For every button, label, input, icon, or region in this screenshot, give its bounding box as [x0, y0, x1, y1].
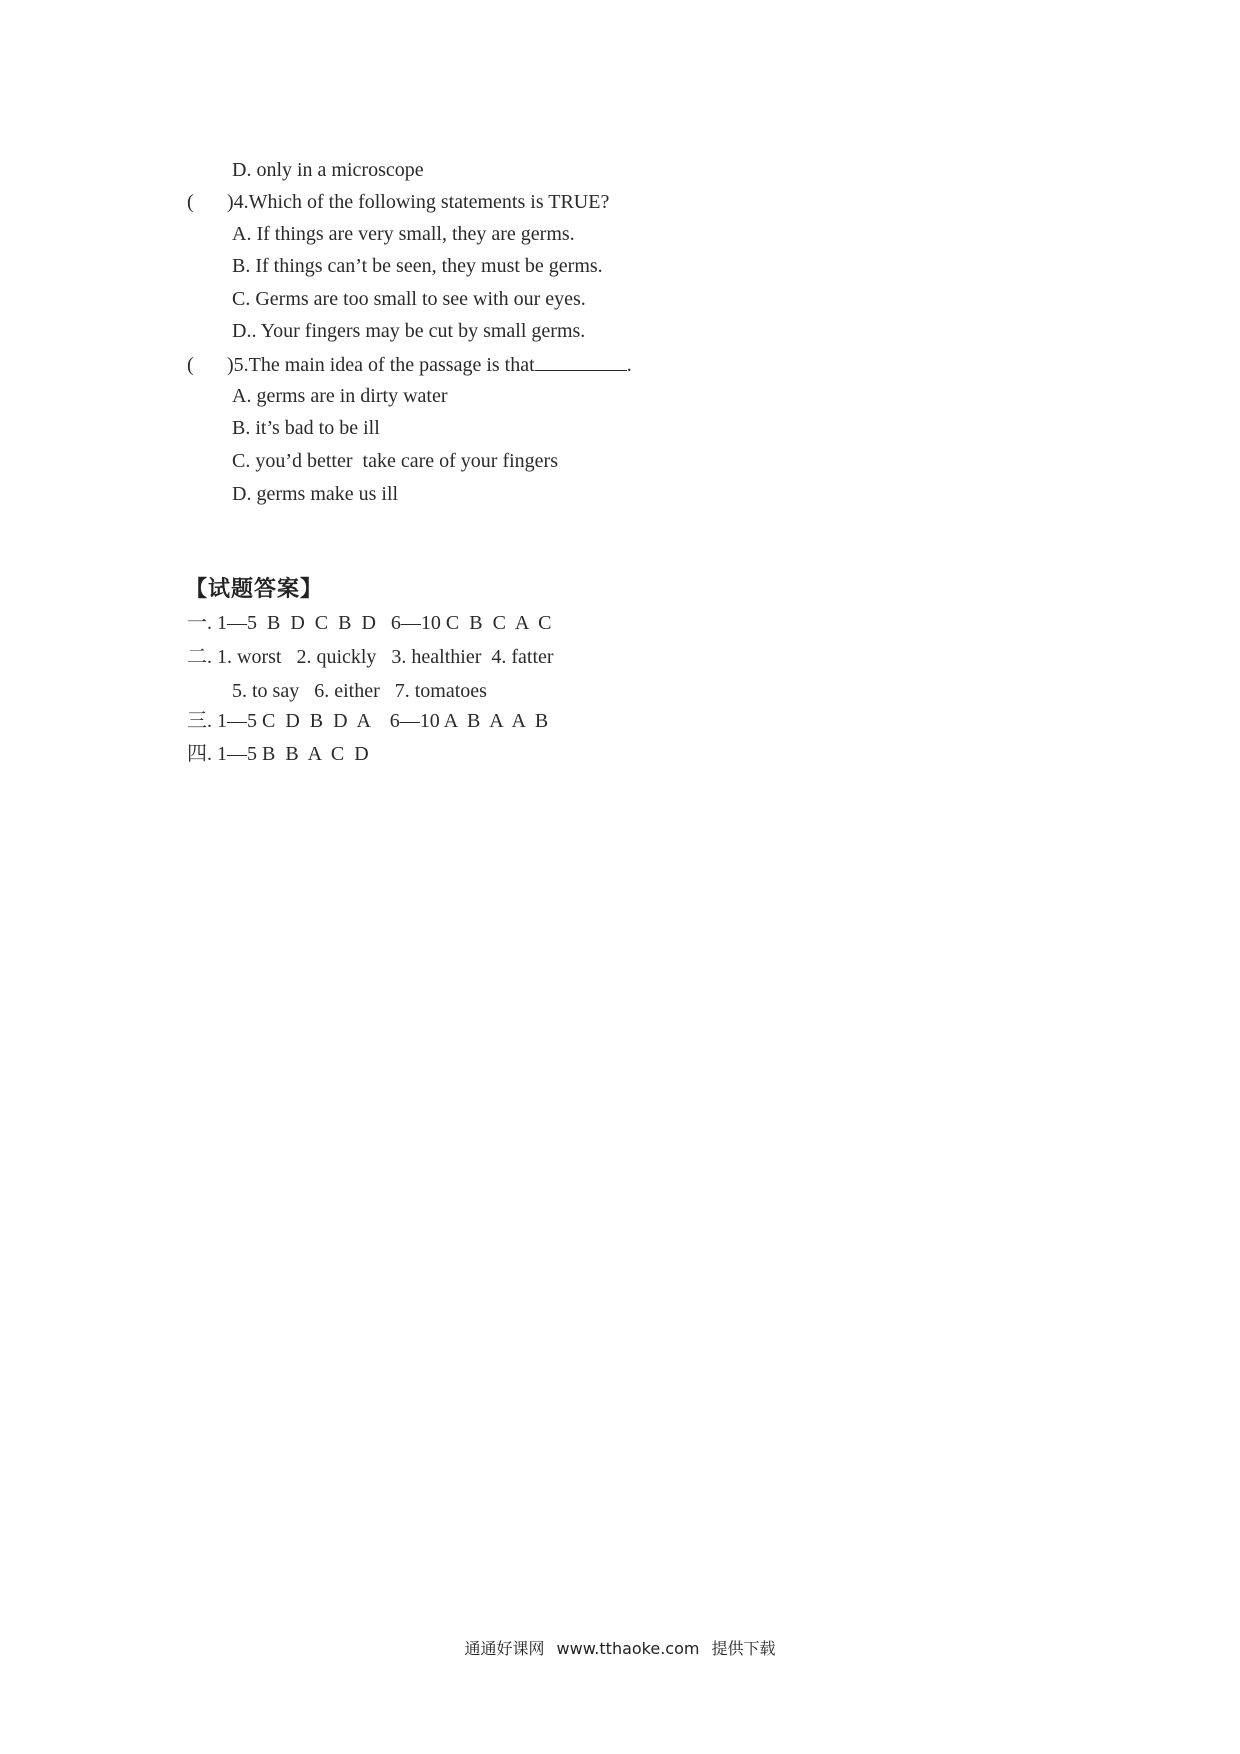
page-footer — [0, 1636, 1240, 1659]
answer-line-2-continued: 5. to say 6. either 7. tomatoes — [232, 680, 487, 702]
q4-option-b: B. If things can’t be seen, they must be germs. — [232, 255, 603, 277]
q5-answer-blank — [535, 352, 627, 371]
q5-option-c: C. you’d better take care of your fingers — [232, 450, 558, 472]
footer-site-name: 通通好课网 — [464, 1639, 545, 1658]
footer-suffix: 提供下载 — [711, 1639, 776, 1658]
q5-answer-paren: ( — [187, 354, 194, 376]
q5-stem-end: . — [626, 354, 632, 376]
answer-key-title: 【试题答案】 — [185, 577, 324, 602]
q5-option-d: D. germs make us ill — [232, 483, 399, 505]
q4-stem-line — [187, 190, 609, 214]
q5-stem: )5.The main idea of the passage is that — [227, 354, 535, 376]
q4-option-c: C. Germs are too small to see with our eyes. — [232, 288, 586, 310]
footer-url: www.tthaoke.com — [556, 1639, 700, 1658]
answer-line-1: 一. 1—5 B D C B D 6—10 C B C A C — [187, 612, 552, 634]
answer-line-2: 二. 1. worst 2. quickly 3. healthier 4. fatter — [187, 646, 554, 668]
q5-stem-line — [187, 352, 632, 377]
q4-option-d: D.. Your fingers may be cut by small germs. — [232, 320, 586, 342]
q5-option-b: B. it’s bad to be ill — [232, 417, 380, 439]
q4-answer-paren: ( — [187, 191, 194, 213]
answer-line-3: 三. 1—5 C D B D A 6—10 A B A A B — [187, 710, 549, 732]
answer-line-4: 四. 1—5 B B A C D — [187, 743, 369, 765]
q4-stem: )4.Which of the following statements is TRUE? — [227, 191, 610, 213]
q4-option-a: A. If things are very small, they are germs. — [232, 223, 575, 245]
q3-option-d: D. only in a microscope — [232, 159, 424, 181]
q5-option-a: A. germs are in dirty water — [232, 385, 448, 407]
